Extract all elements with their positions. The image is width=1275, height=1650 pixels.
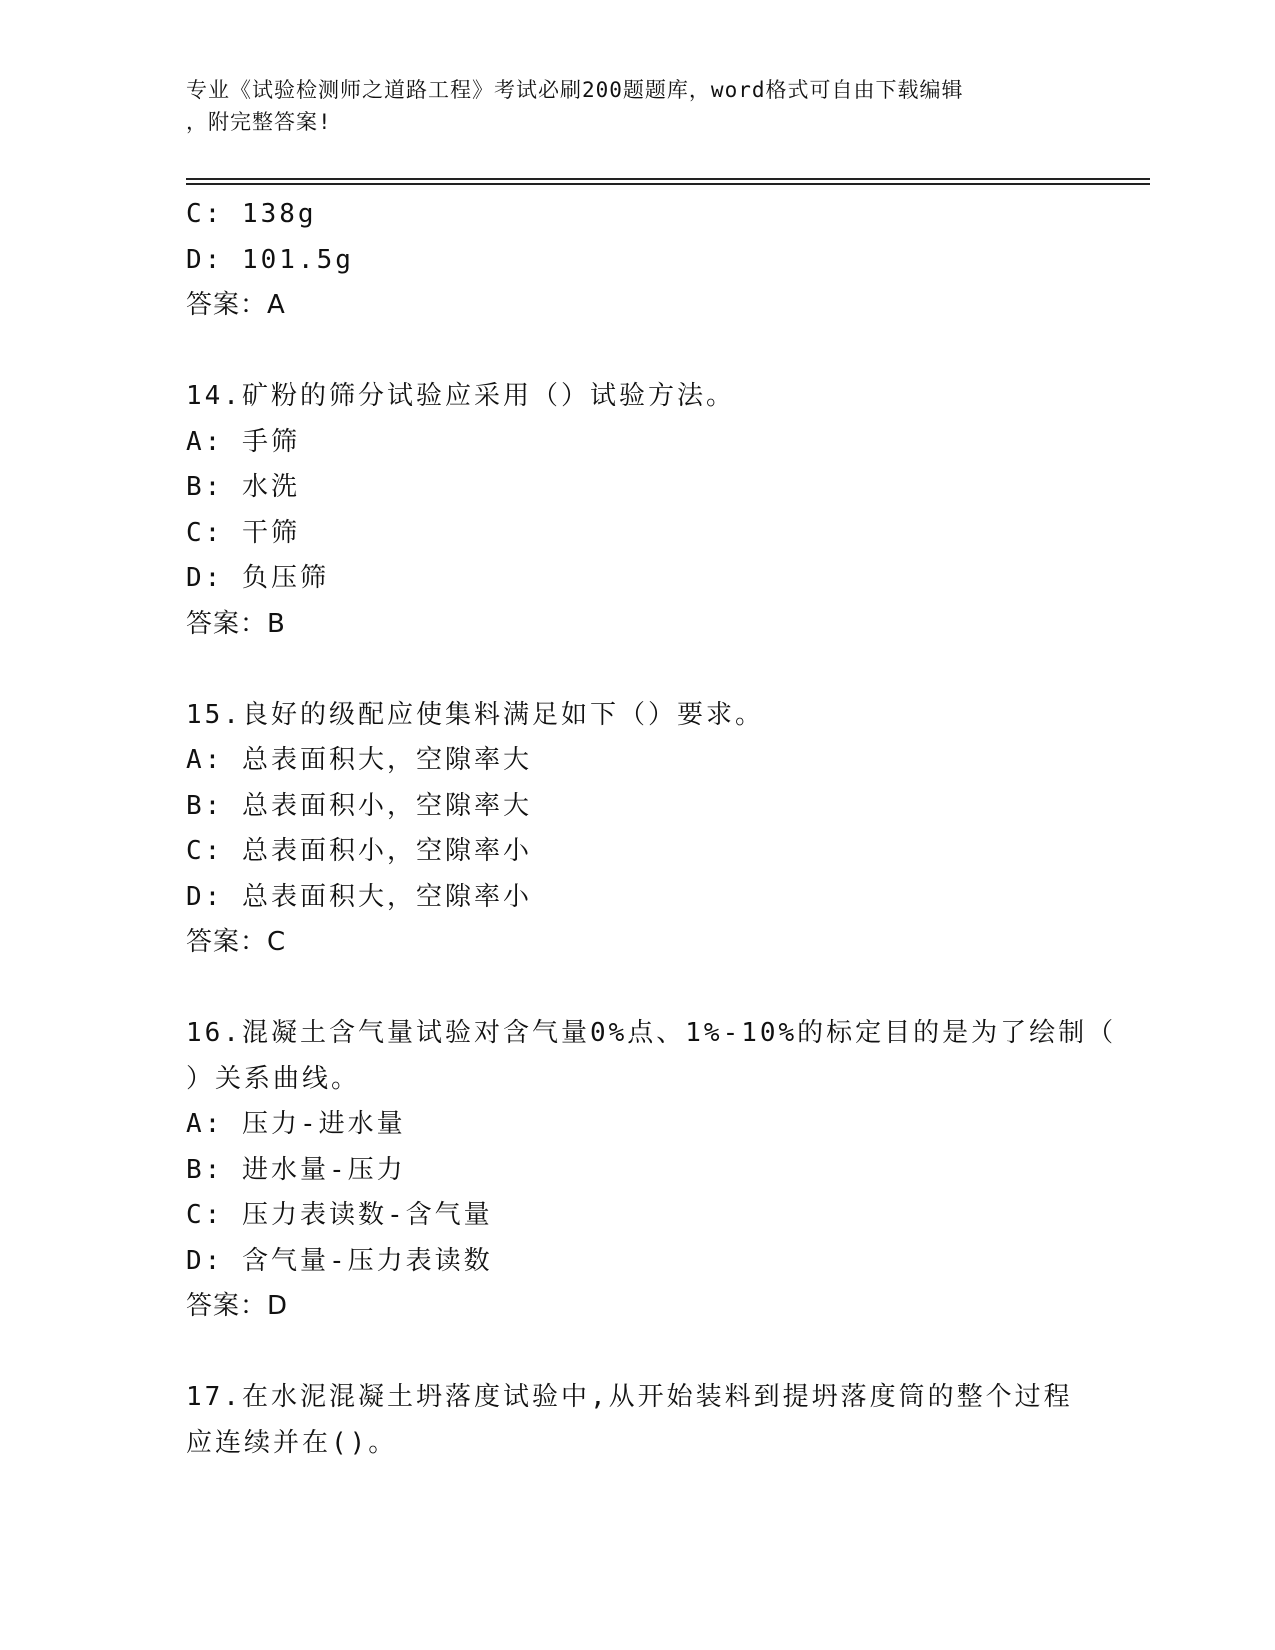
option-a: A: 压力-进水量 — [186, 1109, 406, 1139]
answer-line: 答案：D — [186, 1291, 289, 1321]
spacer — [186, 647, 1086, 693]
spacer — [186, 329, 1086, 375]
header-divider-top — [186, 178, 1150, 180]
header-title-line-1: 专业《试验检测师之道路工程》考试必刷200题题库，word格式可自由下载编辑 — [186, 78, 964, 102]
option-c: C: 干筛 — [186, 517, 300, 548]
question-17 — [186, 1375, 1086, 1466]
question-15 — [186, 693, 1086, 966]
spacer — [186, 1330, 1086, 1376]
option-a: A: 手筛 — [186, 426, 300, 457]
question-stem-line-1: 16.混凝土含气量试验对含气量0%点、1%-10%的标定目的是为了绘制（ — [186, 1018, 1117, 1048]
option-c: C: 压力表读数-含气量 — [186, 1200, 493, 1230]
answer-line: 答案：B — [186, 608, 286, 639]
option-b: B: 总表面积小，空隙率大 — [186, 790, 532, 821]
option-a: A: 总表面积大，空隙率大 — [186, 745, 532, 775]
question-stem: 15.良好的级配应使集料满足如下（）要求。 — [186, 699, 764, 730]
document-header — [186, 74, 1066, 138]
option-d: D: 101.5g — [186, 244, 354, 275]
answer-line: 答案：A — [186, 290, 286, 320]
question-stem-line-1: 17.在水泥混凝土坍落度试验中,从开始装料到提坍落度筒的整个过程 — [186, 1382, 1073, 1412]
option-b: B: 进水量-压力 — [186, 1154, 406, 1185]
option-d: D: 含气量-压力表读数 — [186, 1245, 493, 1276]
option-d: D: 总表面积大，空隙率小 — [186, 881, 532, 912]
answer-line: 答案：C — [186, 927, 287, 957]
spacer — [186, 966, 1086, 1012]
question-stem-line-2: 应连续并在()。 — [186, 1427, 398, 1458]
question-stem-line-2: ）关系曲线。 — [186, 1063, 361, 1094]
question-14 — [186, 374, 1086, 647]
question-stem: 14.矿粉的筛分试验应采用（）试验方法。 — [186, 381, 735, 411]
option-c: C: 总表面积小，空隙率小 — [186, 836, 532, 866]
header-divider-bottom — [186, 183, 1150, 185]
question-content — [186, 192, 1117, 1466]
question-13-tail — [186, 192, 1086, 329]
option-d: D: 负压筛 — [186, 563, 329, 593]
header-title-line-2: ，附完整答案! — [186, 110, 332, 134]
question-16 — [186, 1011, 1117, 1330]
option-b: B: 水洗 — [186, 472, 300, 502]
option-c: C: 138g — [186, 199, 317, 229]
